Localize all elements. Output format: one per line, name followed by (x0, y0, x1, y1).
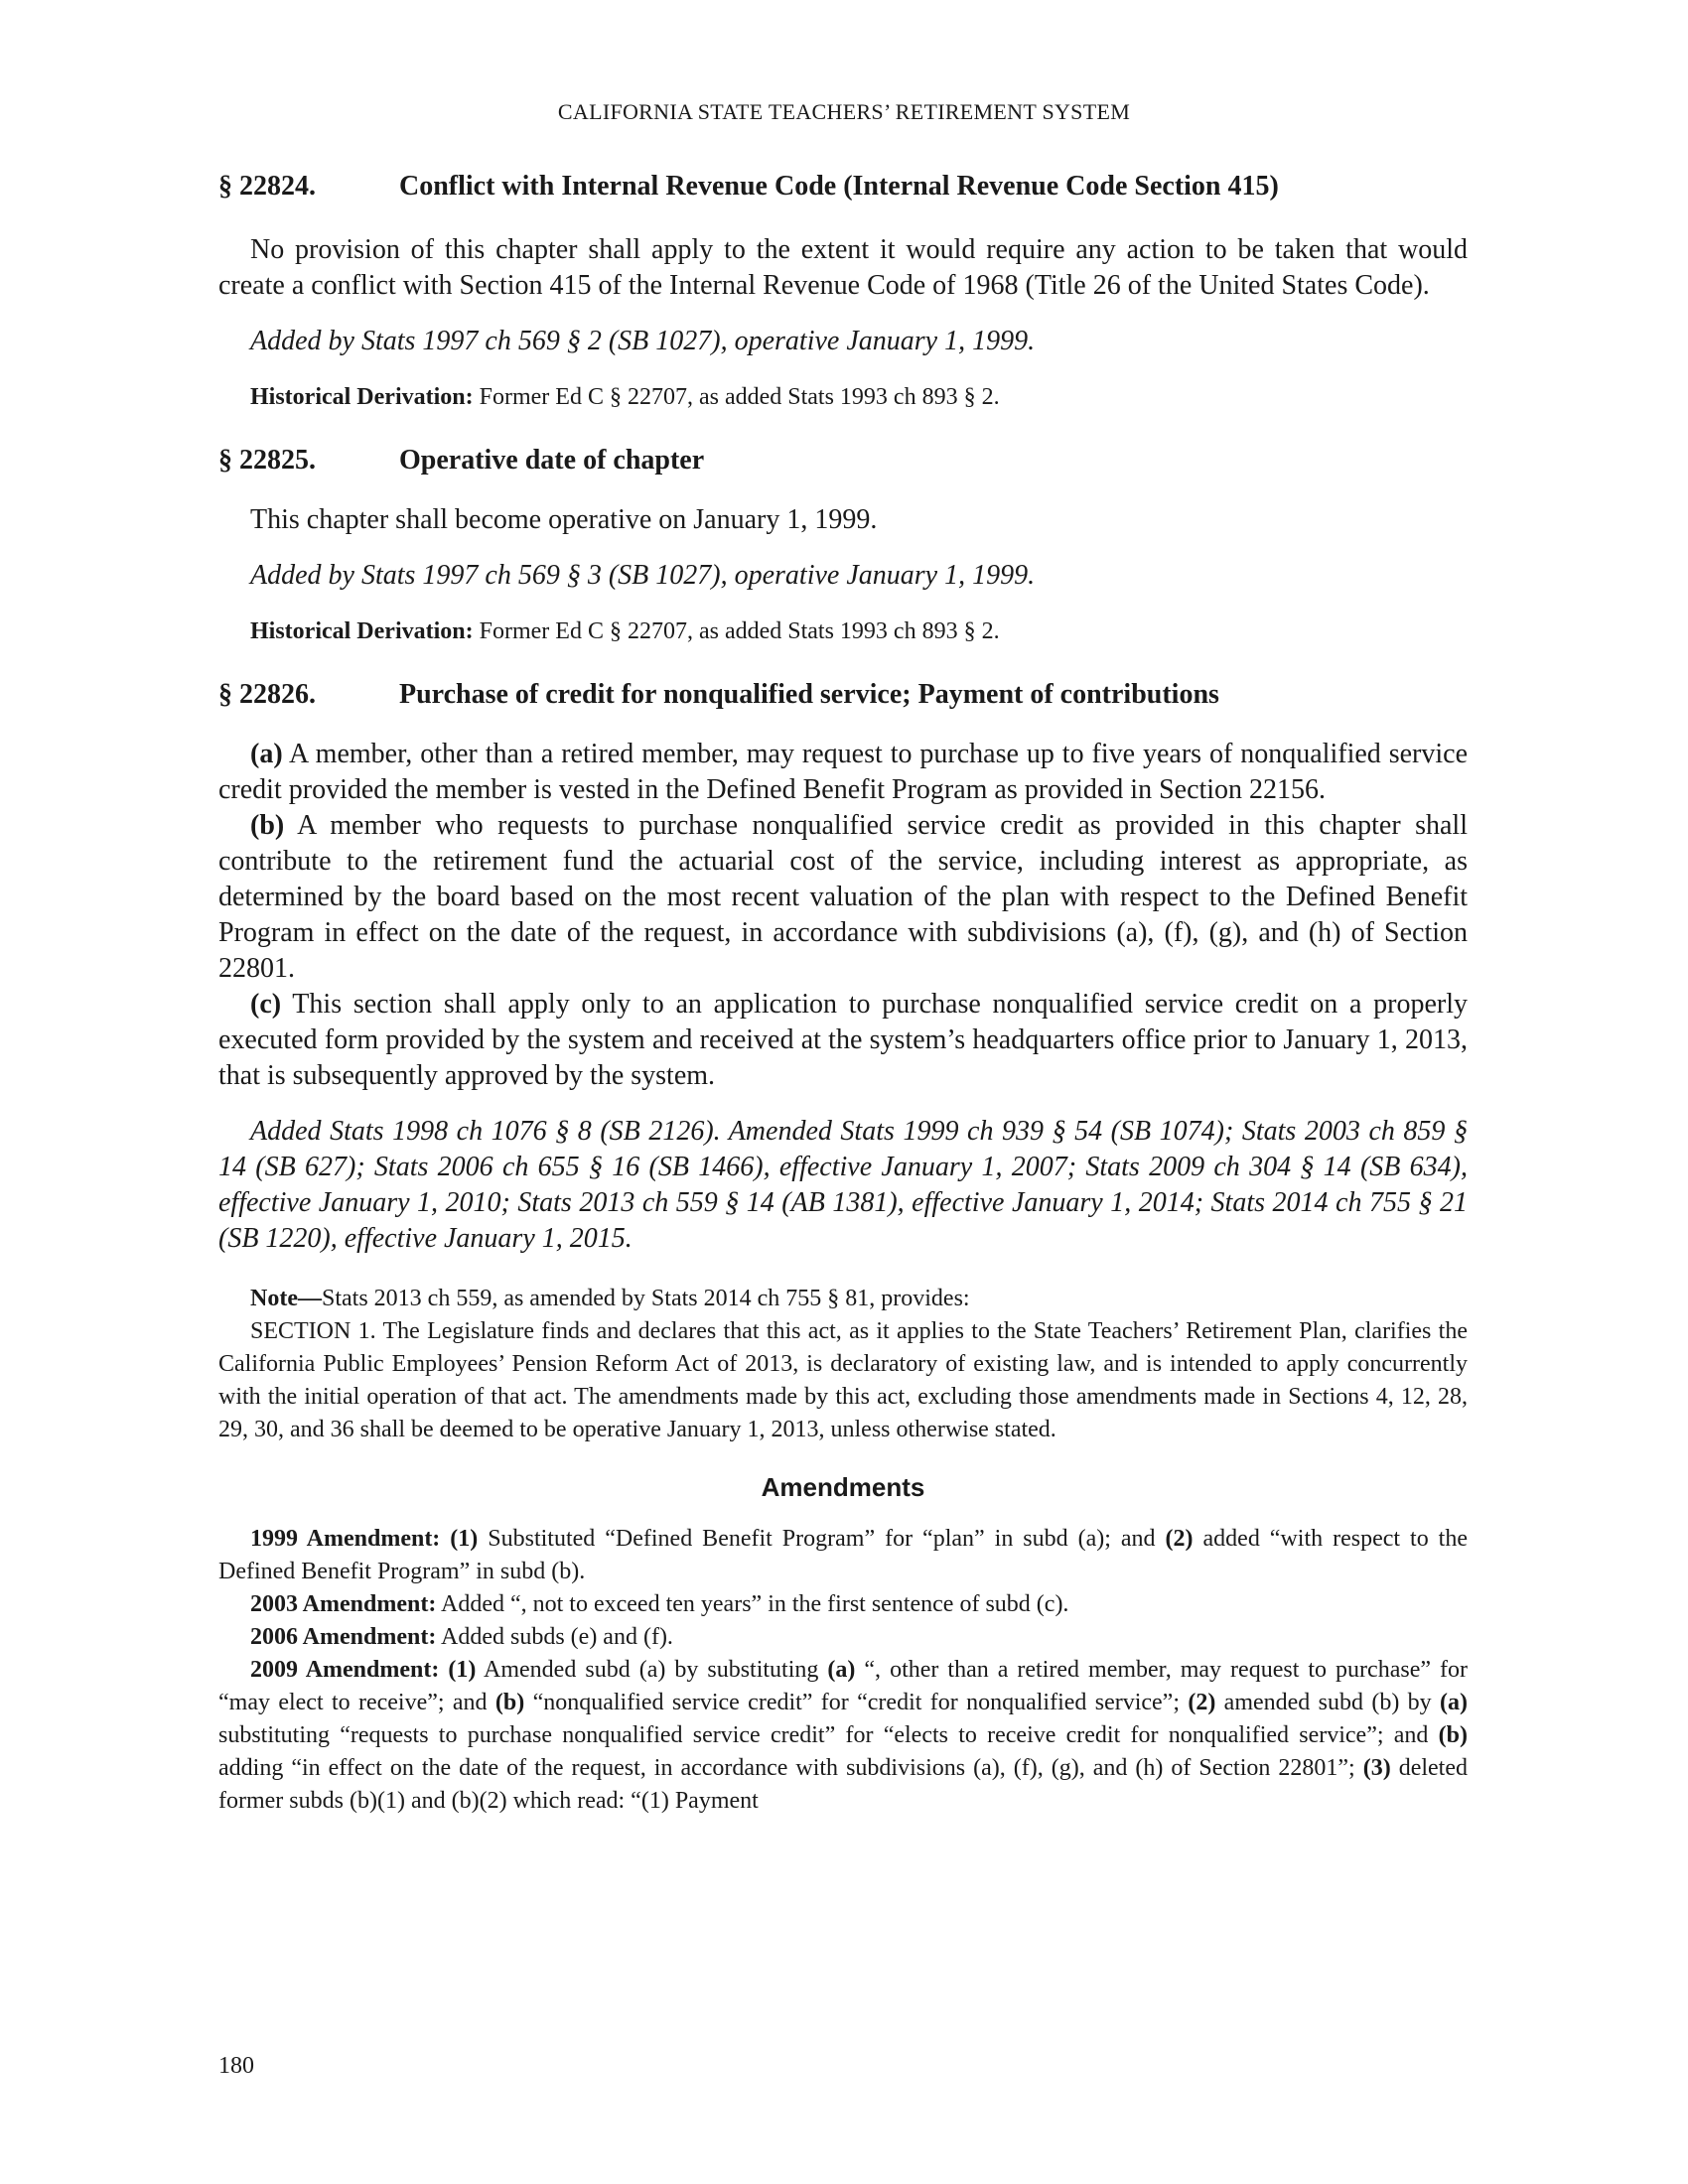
subdivision-a (218, 737, 1468, 808)
section-history: Added by Stats 1997 ch 569 § 2 (SB 1027), operative January 1, 1999. (250, 326, 1036, 356)
amendment-part-label: (1) (448, 1657, 477, 1683)
amendment-text: substituting “requests to purchase nonqualified service credit” for “elects to receive credit for nonqualified service”; and (218, 1722, 1439, 1748)
derivation-label: Historical Derivation: (250, 618, 474, 644)
note-intro (218, 1283, 1468, 1315)
section-heading (218, 675, 1468, 715)
section-heading (218, 441, 1468, 480)
historical-derivation (218, 615, 1468, 647)
amendment-text: “, other than a retired member, may request to purchase” for “may elect to receive”; and (218, 1657, 1468, 1715)
amendment-text: amended subd (b) by (1215, 1690, 1441, 1715)
note-intro-text: Stats 2013 ch 559, as amended by Stats 2014 ch 755 § 81, provides: (321, 1286, 970, 1311)
derivation-label: Historical Derivation: (250, 384, 474, 410)
running-head: CALIFORNIA STATE TEACHERS’ RETIREMENT SYSTEM (557, 99, 1131, 124)
note-label: Note— (250, 1286, 322, 1311)
amendment-part-label: (b) (494, 1690, 525, 1715)
historical-derivation (218, 381, 1468, 413)
section-number: § 22826. (218, 679, 316, 710)
amendment-text: Amended subd (a) by substituting (476, 1657, 828, 1683)
section-body: This chapter shall become operative on January 1, 1999. (250, 504, 878, 535)
derivation-text: Former Ed C § 22707, as added Stats 1993 ch 893 § 2. (473, 384, 1000, 410)
amendment-label: 2009 Amendment: (250, 1657, 440, 1683)
section-title: Purchase of credit for nonqualified service; Payment of contributions (399, 679, 1219, 710)
amendment-text: Added “, not to exceed ten years” in the first sentence of subd (c). (436, 1591, 1069, 1617)
amendment-part-label: (a) (827, 1657, 856, 1683)
subdivision-label: (b) (250, 810, 285, 841)
amendment-part-label: (1) (450, 1526, 479, 1552)
subdivision-label: (c) (250, 989, 282, 1020)
section-body: No provision of this chapter shall apply to the extent it would require any action to be taken that would create a conflict with Section 415 of the Internal Revenue Code of 1968 (Title 26 of the United States Code). (218, 234, 1468, 301)
amendment-2009 (218, 1654, 1468, 1818)
amendment-part-label: (2) (1188, 1690, 1216, 1715)
amendment-text: “nonqualified service credit” for “credit for nonqualified service”; (524, 1690, 1189, 1715)
amendment-2006 (218, 1621, 1468, 1654)
amendment-label: 2006 Amendment: (250, 1624, 437, 1650)
section-history: Added by Stats 1997 ch 569 § 3 (SB 1027), operative January 1, 1999. (250, 560, 1036, 591)
section-history: Added Stats 1998 ch 1076 § 8 (SB 2126). Amended Stats 1999 ch 939 § 54 (SB 1074); Stats 2003 ch 859 § 14 (SB 627); Stats 2006 ch 655 § 16 (SB 1466), effective January 1, 2007; Stats 2009 ch 304 § 14 (SB 634), effective January 1, 2010; Stats 2013 ch 559 § 14 (AB 1381), effective January 1, 2014; Stats 2014 ch 755 § 21 (SB 1220), effective January 1, 2015. (218, 1116, 1468, 1254)
derivation-text: Former Ed C § 22707, as added Stats 1993 ch 893 § 2. (473, 618, 1000, 644)
page-content (218, 167, 1468, 1818)
section-title: Operative date of chapter (399, 445, 705, 476)
section-number: § 22824. (218, 171, 316, 202)
subdivision-c (218, 987, 1468, 1094)
amendment-label: 2003 Amendment: (250, 1591, 437, 1617)
subdivision-b (218, 808, 1468, 987)
amendment-text: Added subds (e) and (f). (436, 1624, 673, 1650)
amendment-1999 (218, 1523, 1468, 1588)
amendment-part-label: (3) (1362, 1755, 1391, 1781)
amendment-part-label: (2) (1165, 1526, 1194, 1552)
amendment-label: 1999 Amendment: (250, 1526, 441, 1552)
amendment-text: added “with respect to the Defined Benefit Program” in subd (b). (218, 1526, 1469, 1584)
section-heading (218, 167, 1468, 206)
amendment-text: deleted former subds (b)(1) and (b)(2) which read: “(1) Payment (218, 1755, 1469, 1814)
note-body: SECTION 1. The Legislature finds and declares that this act, as it applies to the State Teachers’ Retirement Plan, clarifies the California Public Employees’ Pension Reform Act of 2013, is declaratory of existing law, and is intended to apply concurrently with the initial operation of that act. The amendments made by this act, excluding those amendments made in Sections 4, 12, 28, 29, 30, and 36 shall be deemed to be operative January 1, 2013, unless otherwise stated. (218, 1318, 1468, 1442)
amendments-heading: Amendments (761, 1472, 925, 1502)
amendment-part-label: (a) (1440, 1690, 1468, 1715)
subdivision-text: This section shall apply only to an application to purchase nonqualified service credit on a properly executed form provided by the system and received at the system’s headquarters office prior to January 1, 2013, that is subsequently approved by the system. (218, 989, 1468, 1091)
amendment-2003 (218, 1588, 1468, 1621)
page-number: 180 (218, 2053, 254, 2079)
section-title: Conflict with Internal Revenue Code (Internal Revenue Code Section 415) (399, 171, 1279, 202)
section-number: § 22825. (218, 445, 316, 476)
subdivision-label: (a) (250, 739, 283, 769)
amendment-text: Substituted “Defined Benefit Program” for “plan” in subd (a); and (478, 1526, 1166, 1552)
subdivision-text: A member who requests to purchase nonqualified service credit as provided in this chapter shall contribute to the retirement fund the actuarial cost of the service, including interest as appropriate, as determined by the board based on the most recent valuation of the plan with respect to the Defined Benefit Program in effect on the date of the request, in accordance with subdivisions (a), (f), (g), and (h) of Section 22801. (218, 810, 1468, 984)
subdivision-text: A member, other than a retired member, may request to purchase up to five years of nonqualified service credit provided the member is vested in the Defined Benefit Program as provided in Section 22156. (218, 739, 1468, 805)
amendment-text: adding “in effect on the date of the request, in accordance with subdivisions (a), (f), (g), and (h) of Section 22801”; (218, 1755, 1363, 1781)
amendment-part-label: (b) (1438, 1722, 1468, 1748)
